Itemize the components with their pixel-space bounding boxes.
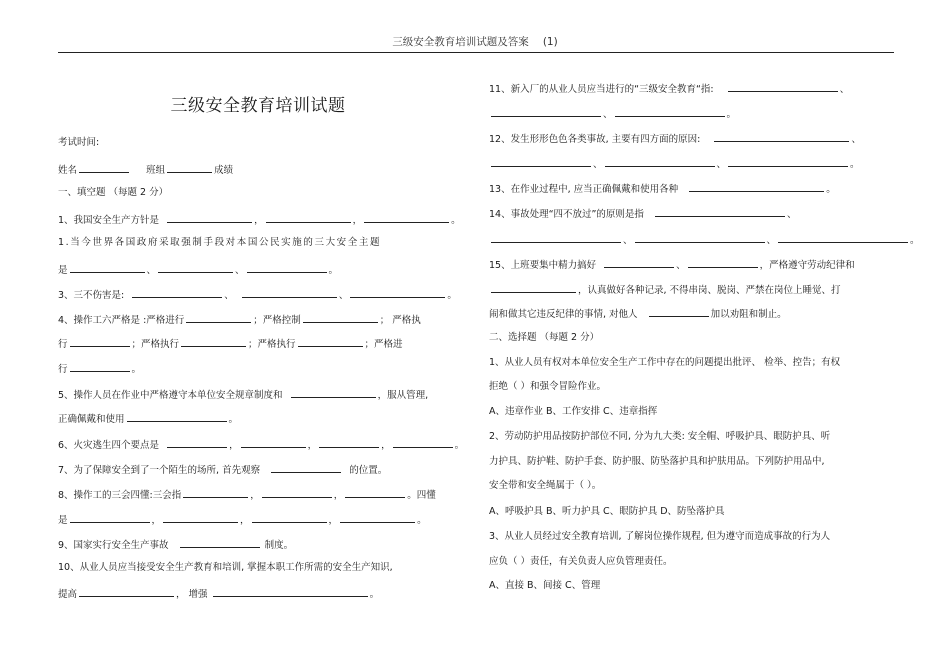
- q6-blank[interactable]: [241, 436, 306, 448]
- q15-blank[interactable]: [649, 305, 709, 317]
- question-4-line3: 行 。: [58, 360, 141, 377]
- q8-blank[interactable]: [262, 486, 332, 498]
- q15-text: ，严格遵守劳动纪律和: [759, 260, 855, 271]
- q15-text: 加以劝阻和制止。: [710, 309, 787, 320]
- choice-1-line2: 拒绝（ ）和强令冒险作业。: [489, 381, 607, 392]
- choice-3-options: A、直接 B、间接 C、管理: [489, 580, 601, 591]
- header-rule: [58, 52, 894, 53]
- q4-text: ；严格控制: [253, 315, 301, 326]
- question-5-line2: 正确佩戴和使用 。: [58, 410, 238, 427]
- document-title: 三级安全教育培训试题: [170, 96, 346, 116]
- q4-text: 4、操作工六严格是 :严格进行: [58, 315, 185, 326]
- q11-text: 11、新入厂的从业人员应当进行的“三级安全教育“指:: [489, 84, 714, 95]
- q6-blank[interactable]: [393, 436, 453, 448]
- question-4-line2: [58, 335, 403, 352]
- q6-blank[interactable]: [319, 436, 379, 448]
- group-label: 班组: [146, 165, 166, 176]
- q10-blank[interactable]: [79, 585, 174, 597]
- question-15-line3: [489, 305, 787, 322]
- q11-blank[interactable]: [491, 105, 601, 117]
- q3-blank[interactable]: [132, 286, 222, 298]
- question-14-line2: 、 、 。: [489, 231, 920, 248]
- q4-text: ； 严格执: [379, 315, 421, 326]
- q15-text: 闹和做其它违反纪律的事情, 对他人: [489, 309, 638, 320]
- question-12-line2: 、 、 。: [489, 155, 860, 172]
- q12-blank[interactable]: [728, 155, 848, 167]
- q1b-blank[interactable]: [70, 261, 145, 273]
- q5-blank[interactable]: [291, 386, 376, 398]
- q14-blank[interactable]: [635, 231, 765, 243]
- q4-blank[interactable]: [186, 311, 251, 323]
- q9-blank[interactable]: [180, 536, 260, 548]
- q3-blank[interactable]: [350, 286, 445, 298]
- q11-blank[interactable]: [615, 105, 725, 117]
- choice-2-line3: 安全带和安全绳属于（ ）。: [489, 480, 602, 491]
- q15-blank[interactable]: [688, 256, 758, 268]
- name-label: 姓名: [58, 165, 78, 176]
- choice-2-line2: 力护具、防护鞋、防护手套、防护服、防坠落护具和护肤用品。下列防护用品中,: [489, 456, 825, 467]
- question-15-line2: [489, 281, 841, 298]
- q15-text: ，认真做好各种记录, 不得串岗、脱岗、严禁在岗位上睡觉、打: [578, 285, 841, 296]
- q14-blank[interactable]: [655, 205, 785, 217]
- q8-blank[interactable]: [183, 486, 248, 498]
- q4-blank[interactable]: [70, 360, 130, 372]
- q5-text: 5、操作人员在作业中严格遵守本单位安全规章制度和: [58, 390, 283, 401]
- question-6: 6、火灾逃生四个要点是 ， ， ， 。: [58, 436, 464, 453]
- q5-blank[interactable]: [127, 410, 227, 422]
- name-field[interactable]: [79, 161, 129, 173]
- q13-text: 13、在作业过程中, 应当正确佩戴和使用各种: [489, 184, 679, 195]
- q4-text: ；严格执行: [248, 339, 296, 350]
- q14-blank[interactable]: [491, 231, 621, 243]
- question-7: [58, 461, 387, 478]
- question-1b-line2: 是 、 、 。: [58, 261, 338, 278]
- q15-text: 15、上班要集中精力搞好: [489, 260, 597, 271]
- q4-blank[interactable]: [181, 335, 246, 347]
- header-page-number: (1): [542, 36, 558, 48]
- q1b-text: 是: [58, 265, 68, 276]
- q5-text: ，服从管理,: [377, 390, 429, 401]
- q12-text: 12、发生形形色色各类事故, 主要有四方面的原因:: [489, 134, 701, 145]
- q6-text: 6、火灾逃生四个要点是: [58, 440, 160, 451]
- choice-2-options: A、呼吸护具 B、听力护具 C、眼防护具 D、防坠落护具: [489, 506, 725, 517]
- q4-blank[interactable]: [70, 335, 130, 347]
- q1-blank[interactable]: [364, 211, 449, 223]
- q7-blank[interactable]: [271, 461, 341, 473]
- q11-blank[interactable]: [728, 80, 838, 92]
- section-fill-in: 一、填空题 （每题 2 分）: [58, 187, 169, 198]
- q6-blank[interactable]: [167, 436, 227, 448]
- q8-text: 是: [58, 515, 68, 526]
- choice-3-line2: 应负（ ）责任，有关负责人应负管理责任。: [489, 556, 673, 567]
- q8-blank[interactable]: [163, 511, 238, 523]
- q7-text: 7、为了保障安全到了一个陌生的场所, 首先观察: [58, 465, 261, 476]
- question-10-line1: 10、从业人员应当接受安全生产教育和培训, 掌握本职工作所需的安全生产知识,: [58, 562, 393, 573]
- q10-text: ， 增强: [176, 589, 208, 600]
- question-1: 1、我国安全生产方针是 ， ， 。: [58, 211, 461, 228]
- header-title: 三级安全教育培训试题及答案: [392, 36, 529, 48]
- q4-text: ；严格执行: [131, 339, 180, 350]
- question-5-line1: [58, 386, 428, 403]
- q3-text: 3、三不伤害是:: [58, 290, 125, 301]
- q5-text: 正确佩戴和使用: [58, 414, 125, 425]
- q9-text: 9、国家实行安全生产事故: [58, 540, 169, 551]
- q8-blank[interactable]: [70, 511, 150, 523]
- q9-text: 制度。: [264, 540, 294, 551]
- q7-text: 的位置。: [349, 465, 388, 476]
- q12-blank[interactable]: [714, 130, 849, 142]
- q8-text: 。四懂: [407, 490, 436, 501]
- q12-blank[interactable]: [491, 155, 591, 167]
- q4-blank[interactable]: [303, 311, 378, 323]
- question-3: 3、三不伤害是: 、 、 。: [58, 286, 457, 303]
- q4-text: 行: [58, 364, 68, 375]
- q1-text: 1、我国安全生产方针是: [58, 215, 160, 226]
- q4-text: 行: [58, 339, 68, 350]
- question-10-line2: 提高 ， 增强 。: [58, 585, 379, 602]
- q1b-blank[interactable]: [247, 261, 327, 273]
- student-info-line: [58, 161, 233, 178]
- page-header: [0, 34, 950, 49]
- question-8-line1: 8、操作工的三会四懂:三会指 ， ， 。四懂: [58, 486, 436, 503]
- choice-3-line1: 3、从业人员经过安全教育培训, 了解岗位操作规程, 但为遵守而造成事故的行为人: [489, 531, 831, 542]
- q10-text: 提高: [58, 589, 78, 600]
- q14-blank[interactable]: [778, 231, 908, 243]
- q1b-blank[interactable]: [158, 261, 233, 273]
- q12-blank[interactable]: [605, 155, 715, 167]
- q4-blank[interactable]: [298, 335, 363, 347]
- q14-text: 14、事故处理“四不放过”的原则是指: [489, 209, 644, 220]
- question-14-line1: 14、事故处理“四不放过”的原则是指 、: [489, 205, 797, 222]
- q15-blank[interactable]: [604, 256, 674, 268]
- q3-blank[interactable]: [242, 286, 337, 298]
- question-12-line1: 12、发生形形色色各类事故, 主要有四方面的原因: 、: [489, 130, 861, 147]
- score-label: 成绩: [214, 165, 234, 176]
- q4-text: ；严格进: [364, 339, 403, 350]
- q8-text: 8、操作工的三会四懂:三会指: [58, 490, 182, 501]
- choice-1-options: A、违章作业 B、工作安排 C、违章指挥: [489, 406, 658, 417]
- section-choice: 二、选择题 （每题 2 分）: [489, 332, 600, 343]
- group-field[interactable]: [167, 161, 212, 173]
- exam-time: 考试时间:: [58, 137, 100, 148]
- q15-blank[interactable]: [491, 281, 576, 293]
- question-4-line1: [58, 311, 421, 328]
- q8-blank[interactable]: [340, 511, 415, 523]
- q8-blank[interactable]: [252, 511, 327, 523]
- q13-blank[interactable]: [689, 180, 824, 192]
- choice-2-line1: 2、劳动防护用品按防护部位不同, 分为九大类: 安全帽、呼吸护具、眼防护具、听: [489, 431, 831, 442]
- choice-1-line1: 1、从业人员有权对本单位安全生产工作中存在的问题提出批评、 检举、控告；有权: [489, 357, 841, 368]
- question-8-line2: 是 ， ， ， 。: [58, 511, 427, 528]
- question-1b-line1: 1.当今世界各国政府采取强制手段对本国公民实施的三大安全主题: [58, 237, 382, 248]
- question-9: [58, 536, 293, 553]
- q10-blank[interactable]: [213, 585, 368, 597]
- question-11-line2: 、 。: [489, 105, 736, 122]
- question-15-line1: 15、上班要集中精力搞好 、 ，严格遵守劳动纪律和: [489, 256, 855, 273]
- question-11-line1: 11、新入厂的从业人员应当进行的“三级安全教育“指: 、: [489, 80, 849, 97]
- q1-blank[interactable]: [266, 211, 351, 223]
- question-13: 13、在作业过程中, 应当正确佩戴和使用各种 。: [489, 180, 836, 197]
- q1-blank[interactable]: [167, 211, 252, 223]
- q8-blank[interactable]: [345, 486, 405, 498]
